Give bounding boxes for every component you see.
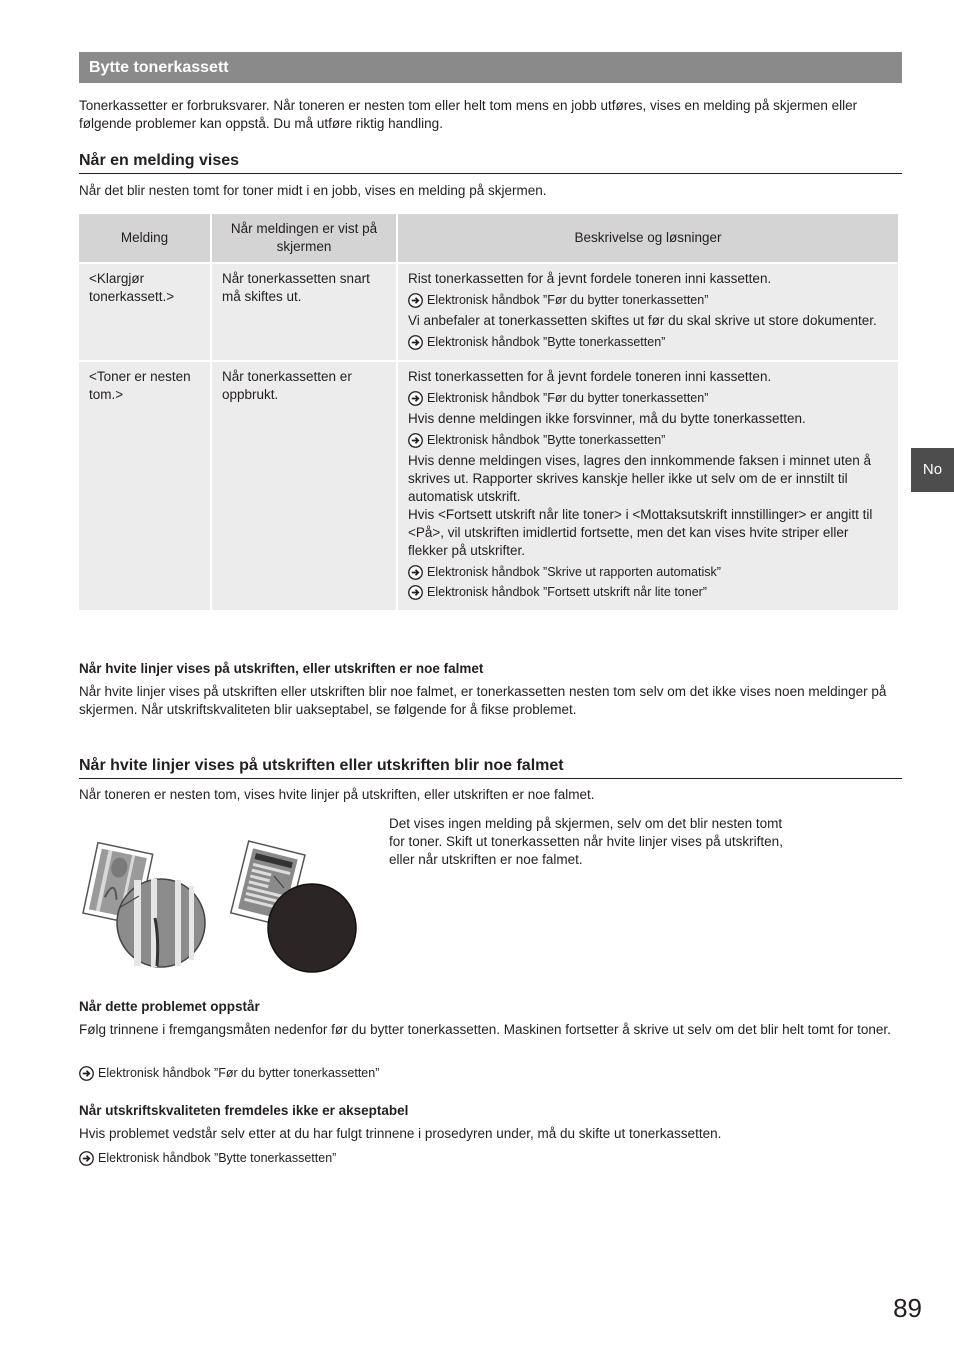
table-header-row xyxy=(79,214,898,262)
faded-side-text: Det vises ingen melding på skjermen, selv om det blir nesten tomt for toner. Skift ut tonerkassetten når hvite linjer vises på utskriften, eller når utskriften er noe falmet. xyxy=(389,816,783,867)
document-print-icon xyxy=(231,841,356,972)
faded-section-text: Når toneren er nesten tom, vises hvite linjer på utskriften, eller utskriften er noe falmet. xyxy=(79,787,595,802)
manual-reference-label: Elektronisk håndbok ”Fortsett utskrift når lite toner” xyxy=(427,585,707,599)
message-section-text: Når det blir nesten tomt for toner midt i en jobb, vises en melding på skjermen. xyxy=(79,183,547,198)
problem-reference-label: Elektronisk håndbok ”Før du bytter tonerkassetten” xyxy=(98,1066,380,1080)
manual-reference[interactable] xyxy=(408,564,888,580)
problem-text: Følg trinnene i fremgangsmåten nedenfor før du bytter tonerkassetten. Maskinen fortsetter å skrive ut selv om det blir helt tomt for toner. xyxy=(79,1022,891,1037)
arrow-circle-icon xyxy=(408,585,423,600)
table-header-description: Beskrivelse og løsninger xyxy=(398,214,898,262)
arrow-circle-icon xyxy=(408,293,423,308)
quality-text: Hvis problemet vedstår selv etter at du har fulgt trinnene i prosedyren under, må du skifte ut tonerkassetten. xyxy=(79,1126,722,1141)
manual-reference-label: Elektronisk håndbok ”Skrive ut rapporten automatisk” xyxy=(427,565,721,579)
manual-reference[interactable] xyxy=(408,292,888,308)
arrow-circle-icon xyxy=(408,565,423,580)
arrow-circle-icon xyxy=(408,335,423,350)
manual-reference-label: Elektronisk håndbok ”Bytte tonerkassetten” xyxy=(427,433,666,447)
manual-reference-label: Elektronisk håndbok ”Før du bytter tonerkassetten” xyxy=(427,293,709,307)
description-text: Hvis <Fortsett utskrift når lite toner> i <Mottaksutskrift innstillinger> er angitt til <På>, vil utskriften imidlertid fortsette, men det kan vises hvite striper eller flekker på utskrifter. xyxy=(408,507,873,558)
manual-reference[interactable] xyxy=(408,390,888,406)
section-title: Bytte tonerkassett xyxy=(79,52,902,83)
quality-reference-label: Elektronisk håndbok ”Bytte tonerkassetten” xyxy=(98,1151,337,1165)
table-row xyxy=(79,264,898,360)
table-header-when: Når meldingen er vist på skjermen xyxy=(212,214,396,262)
manual-reference-label: Elektronisk håndbok ”Før du bytter tonerkassetten” xyxy=(427,391,709,405)
quality-reference[interactable] xyxy=(79,1150,336,1166)
message-cell: <Toner er nesten tom.> xyxy=(79,362,210,610)
description-cell xyxy=(398,362,898,610)
problem-heading: Når dette problemet oppstår xyxy=(79,999,260,1014)
arrow-circle-icon xyxy=(408,391,423,406)
arrow-circle-icon xyxy=(79,1066,94,1081)
intro-text: Tonerkassetter er forbruksvarer. Når toneren er nesten tom eller helt tom mens en jobb utføres, vises en melding på skjermen eller følgende problemer kan oppstå. Du må utføre riktig handling. xyxy=(79,98,858,131)
manual-reference[interactable] xyxy=(408,432,888,448)
table-row xyxy=(79,362,898,610)
arrow-circle-icon xyxy=(79,1151,94,1166)
quality-heading: Når utskriftskvaliteten fremdeles ikke er akseptabel xyxy=(79,1103,409,1118)
when-cell: Når tonerkassetten er oppbrukt. xyxy=(212,362,396,610)
description-text: Hvis denne meldingen ikke forsvinner, må du bytte tonerkassetten. xyxy=(408,411,806,426)
when-cell: Når tonerkassetten snart må skiftes ut. xyxy=(212,264,396,360)
arrow-circle-icon xyxy=(408,433,423,448)
page-number: 89 xyxy=(893,1293,922,1323)
problem-reference[interactable] xyxy=(79,1065,379,1081)
photo-print-icon xyxy=(83,843,205,967)
language-tab: No xyxy=(911,448,954,492)
message-section-heading: Når en melding vises xyxy=(79,151,902,174)
description-text: Hvis denne meldingen vises, lagres den innkommende faksen i minnet uten å skrives ut. Rapporter skrives kanskje heller ikke ut selv om de er innstilt til automatisk utskrift. xyxy=(408,453,872,504)
faded-section-heading: Når hvite linjer vises på utskriften eller utskriften blir noe falmet xyxy=(79,756,902,779)
description-text: Rist tonerkassetten for å jevnt fordele toneren inni kassetten. xyxy=(408,271,772,286)
faded-print-illustration xyxy=(79,838,369,978)
manual-reference-label: Elektronisk håndbok ”Bytte tonerkassetten” xyxy=(427,335,666,349)
description-text: Vi anbefaler at tonerkassetten skiftes ut før du skal skrive ut store dokumenter. xyxy=(408,313,877,328)
description-cell xyxy=(398,264,898,360)
description-text: Rist tonerkassetten for å jevnt fordele toneren inni kassetten. xyxy=(408,369,772,384)
table-header-message: Melding xyxy=(79,214,210,262)
faded-note-text: Når hvite linjer vises på utskriften eller utskriften blir noe falmet, er tonerkassetten nesten tom selv om det ikke vises noen meldinger på skjermen. Når utskriftskvaliteten blir uakseptabel, se følgende for å fikse problemet. xyxy=(79,684,887,717)
message-table xyxy=(77,212,900,612)
message-cell: <Klargjør tonerkassett.> xyxy=(79,264,210,360)
manual-reference[interactable] xyxy=(408,584,888,600)
manual-reference[interactable] xyxy=(408,334,888,350)
faded-note-heading: Når hvite linjer vises på utskriften, eller utskriften er noe falmet xyxy=(79,661,484,676)
